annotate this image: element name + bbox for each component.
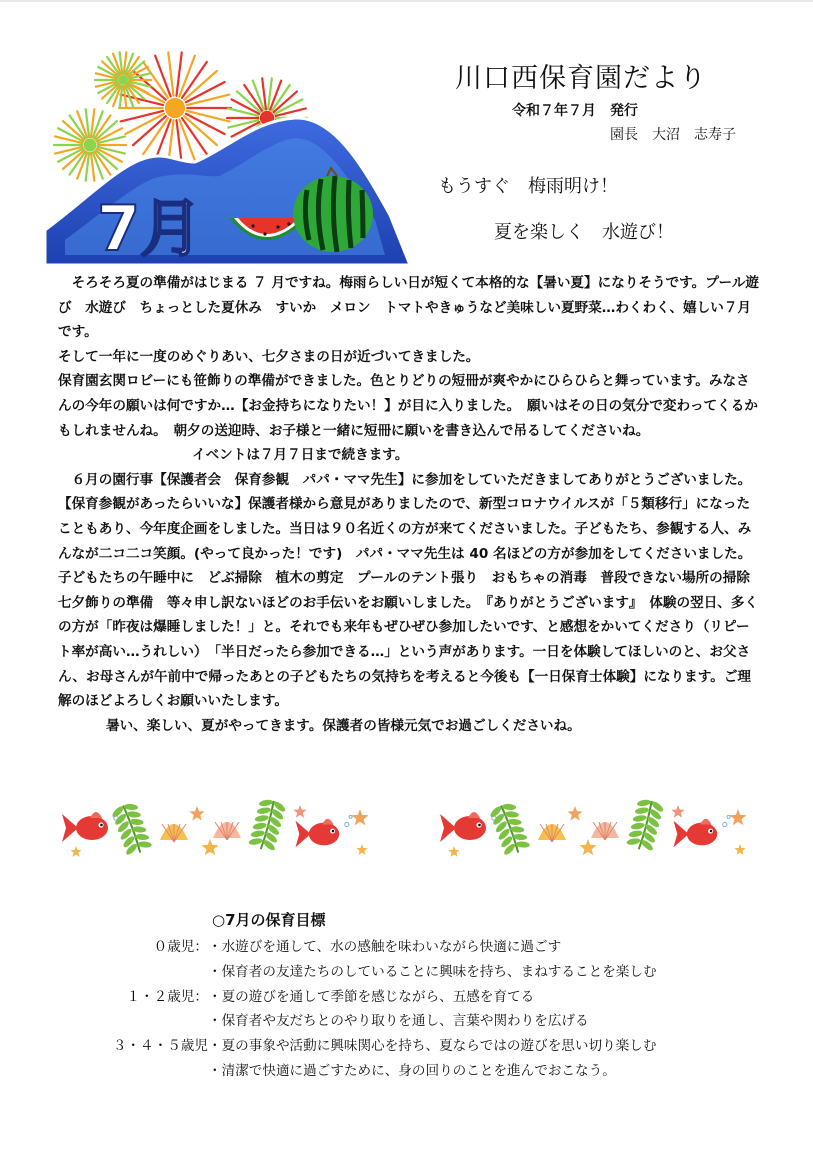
goal-row [100,960,740,984]
author-line: 園長 大沼 志寿子 [610,127,736,143]
issue-date: 令和７年７月 発行 [512,103,638,119]
seashell-icon [213,822,241,840]
starfish-icon [351,809,368,825]
tagline-water-play: 夏を楽しく 水遊び！ [494,222,674,243]
starfish-icon [729,809,746,825]
goal-text: ・保育者の友達たちのしていることに興味を持ち、まねすることを楽しむ [208,963,657,980]
goldfish-icon [674,815,731,847]
newsletter-title: 川口西保育園だより [455,63,707,94]
goldfish-icon [62,808,122,842]
fern-leaf-icon [487,799,532,858]
seashell-icon [160,824,188,842]
goal-text: ・保育者や友だちとのやり取りを通し、言葉や関わりを広げる [208,1013,589,1030]
summer-decoration-border [440,790,760,870]
goal-row [100,1034,740,1058]
paragraph: そろそろ夏の準備がはじまる ７ 月ですね。梅雨らしい日が短くて本格的な【暑い夏】になりそうです。プール遊び 水遊び ちょっとした夏休み すいか メロン トマトやきゅうなど美味しい夏野菜…わくわく、嬉しい７月です。 [58,275,759,341]
paragraph: そして一年に一度のめぐりあい、七夕さまの日が近づいてきました。 [58,348,480,365]
top-border [0,0,813,2]
starfish-icon [356,844,367,855]
goal-age-group: ０歳児： [153,939,208,955]
fern-leaf-icon [247,795,289,852]
goal-row [100,985,740,1009]
starfish-icon [201,839,218,855]
seashell-icon [591,822,619,840]
goal-row [100,935,740,959]
goal-text: ・夏の事象や活動に興味関心を持ち、夏ならではの遊びを思い切り楽しむ [208,1038,657,1055]
svg-text:7月: 7月 [97,192,203,265]
goal-text: ・清潔で快適に過ごすために、身の回りのことを進んでおこなう。 [208,1063,616,1079]
goal-age-group: ３・４・５歳児 [112,1038,208,1055]
fern-leaf-icon [109,799,154,858]
starfish-icon [70,846,81,857]
starfish-icon [293,805,306,818]
event-note: イベントは７月７日まで続きます。 [192,447,409,464]
goldfish-icon [296,815,353,847]
july-banner-illustration [45,50,410,265]
starfish-icon [734,844,745,855]
month-label [97,192,202,265]
starfish-icon [671,805,684,818]
goal-row [100,1059,740,1083]
starfish-icon [448,846,459,857]
starfish-icon [579,839,596,855]
goal-text: ・夏の遊びを通して季節を感じながら、五感を育てる [208,988,535,1005]
goals-heading: ○7月の保育目標 [212,911,326,929]
goal-age-group: １・２歳児： [126,988,208,1005]
newsletter-body [58,271,763,738]
fern-leaf-icon [625,795,667,852]
paragraph: ６月の園行事【保護者会 保育参観 パパ・ママ先生】に参加をしていただきましてありがとうございました。【保育参観があったらいいな】保護者様から意見がありましたので、新型コロナウイルスが「５類移行」になったこともあり、今年度企画をしました。当日は９０名近くの方が来てくださいました。子どもたち、参観する人、みんなが二コ二コ笑顔。(やって良かった！です) パパ・ママ先生は 40 名ほどの方が参加をしてくださいました。子どもたちの午睡中に どぶ掃除 植木の剪定 プールのテント張り おもちゃの消毒 普段できない場所の掃除 七夕飾りの準備 等々申し訳ないほどのお手伝いをお願いしました。 『ありがとうございます』 体験の翌日、多くの方が「昨夜は爆睡しました！」と。それでも来年もぜひぜひ参加したいです、と感想をかいてくださり（リピート率が高い…うれしい） 「半日だったら参加できる…」という声があります。一日を体験してほしいのと、お父さん、お母さんが午前中で帰ったあとの子どもたちの気持ちを考えると今後も【一日保育士体験】になります。ご理解のほどよろしくお願いいたします。 [58,471,764,710]
goal-row [100,1009,740,1033]
summer-decoration-border [62,790,382,870]
closing-line: 暑い、楽しい、夏がやってきます。保護者の皆様元気でお過ごしくださいね。 [106,717,581,734]
paragraph: 保育園玄関ロビーにも笹飾りの準備ができました。色とりどりの短冊が爽やかにひらひらと舞っています。みなさんの今年の願いは何ですか…【お金持ちになりたい！】が目に入りました。 願いはその日の気分で変わってくるかもしれませんね。 朝夕の送迎時、お子様と一緒に短冊に願いを書き込んで吊るしてくださいね。 [58,373,758,439]
goldfish-icon [440,808,500,842]
tagline-rainy-season: もうすぐ 梅雨明け！ [438,176,618,197]
starfish-icon [567,806,582,821]
starfish-icon [189,806,204,821]
goal-text: ・水遊びを通して、水の感触を味わいながら快適に過ごす [208,939,562,955]
seashell-icon [538,824,566,842]
